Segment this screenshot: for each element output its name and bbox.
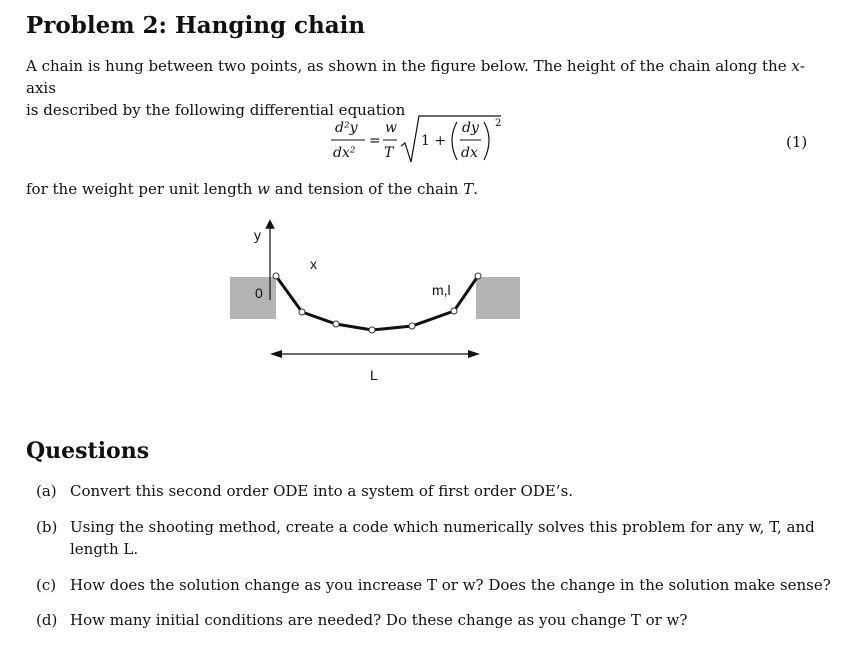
span-arrow-right-icon [468,350,480,358]
eq-power: 2 [495,118,502,129]
x-axis-label: x [310,256,317,272]
questions-heading: Questions [26,438,150,464]
eq-one-plus: 1 + [421,133,447,149]
eq-equals: = [369,133,381,149]
eq-T: T [384,145,394,161]
eq-w: w [385,120,397,136]
eq-lhs-denominator: dx² [333,145,356,161]
intro-line-1: A chain is hung between two points, as shown in the figure below. The height of the chain along the x-axis [26,57,805,97]
chain-node [475,273,481,279]
eq-dy: dy [462,120,479,136]
chain-node [451,308,457,314]
chain-label: m,l [432,282,451,298]
after-equation-line: for the weight per unit length w and tension of the chain T. [26,180,478,198]
chain-node [273,273,279,279]
chain-node [409,323,415,329]
equation-number: (1) [786,133,808,151]
question-c: (c) How does the solution change as you increase T or w? Does the change in the solution make sense? [36,576,831,594]
span-arrow-left-icon [270,350,282,358]
span-label: L [370,367,378,383]
chain-node [369,327,375,333]
question-b: (b) Using the shooting method, create a code which numerically solves this problem for any w, T, and [36,518,815,536]
chain-node [299,309,305,315]
y-axis-label: y [254,227,261,243]
eq-dx: dx [461,145,478,161]
question-d: (d) How many initial conditions are needed? Do these change as you change T or w? [36,611,688,629]
intro-line-2: is described by the following differential equation [26,101,406,119]
eq-lhs-numerator: d²y [335,120,358,136]
left-support [230,277,276,319]
problem-title: Problem 2: Hanging chain [26,12,366,39]
question-b-continued: length L. [70,540,139,558]
origin-label: 0 [255,285,263,301]
question-a: (a) Convert this second order ODE into a system of first order ODE’s. [36,482,574,500]
chain-node [333,321,339,327]
right-support [476,277,520,319]
